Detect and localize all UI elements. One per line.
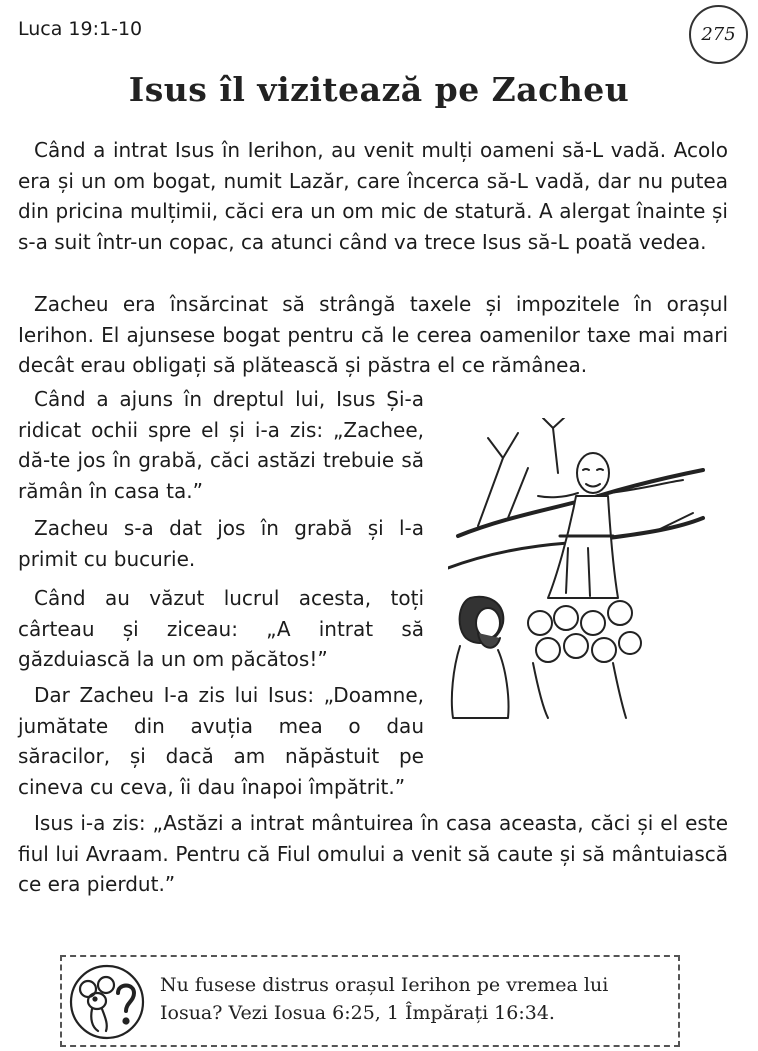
paragraph-3: Când a ajuns în dreptul lui, Isus Și-a ridicat ochii spre el și i-a zis: „Zachee, dă-te jos în grabă, căci astăzi trebuie să rămân în casa ta.” — [18, 387, 424, 503]
paragraph-2: Zacheu era însărcinat să strângă taxele și impozitele în orașul Ierihon. El ajunsese bogat pentru că le cerea oamenilor taxe mai mari decât erau obligați să plătească și păstra el ce rămânea. — [18, 292, 728, 377]
paragraph-7: Isus i-a zis: „Astăzi a intrat mântuirea în casa aceasta, căci și el este fiul lui Avraam. Pentru că Fiul omului a venit să caute și să mântuiască ce era pierdut.” — [18, 811, 728, 896]
paragraph-5: Când au văzut lucrul acesta, toți cârteau și ziceau: „A intrat să găzduiască la un om păcătos!” — [18, 586, 424, 671]
mouse-question-icon — [68, 963, 146, 1041]
zacchaeus-in-tree-illustration — [448, 418, 706, 726]
note-text: Nu fusese distrus orașul Ierihon pe vremea lui Iosua? Vezi Iosua 6:25, 1 Împărați 16:34. — [160, 974, 609, 1024]
info-note-box — [60, 955, 680, 1047]
paragraph-6: Dar Zacheu I-a zis lui Isus: „Doamne, jumătate din avuția mea o dau săracilor, și dacă am năpăstuit pe cineva cu ceva, îi dau înapoi împătrit.” — [18, 683, 424, 799]
page-title: Isus îl vizitează pe Zacheu — [128, 70, 630, 109]
scripture-reference: Luca 19:1-10 — [18, 18, 143, 40]
paragraph-1: Când a intrat Isus în Ierihon, au venit mulți oameni să-L vadă. Acolo era și un om bogat, numit Lazăr, care încerca să-L vadă, dar nu putea din pricina mulțimii, căci era un om mic de statură. A alergat înainte și s-a suit într-un copac, ca atunci când va trece Isus să-L poată vedea. — [18, 138, 728, 254]
paragraph-4: Zacheu s-a dat jos în grabă și l-a primit cu bucurie. — [18, 516, 424, 571]
page-number: 275 — [689, 5, 748, 64]
